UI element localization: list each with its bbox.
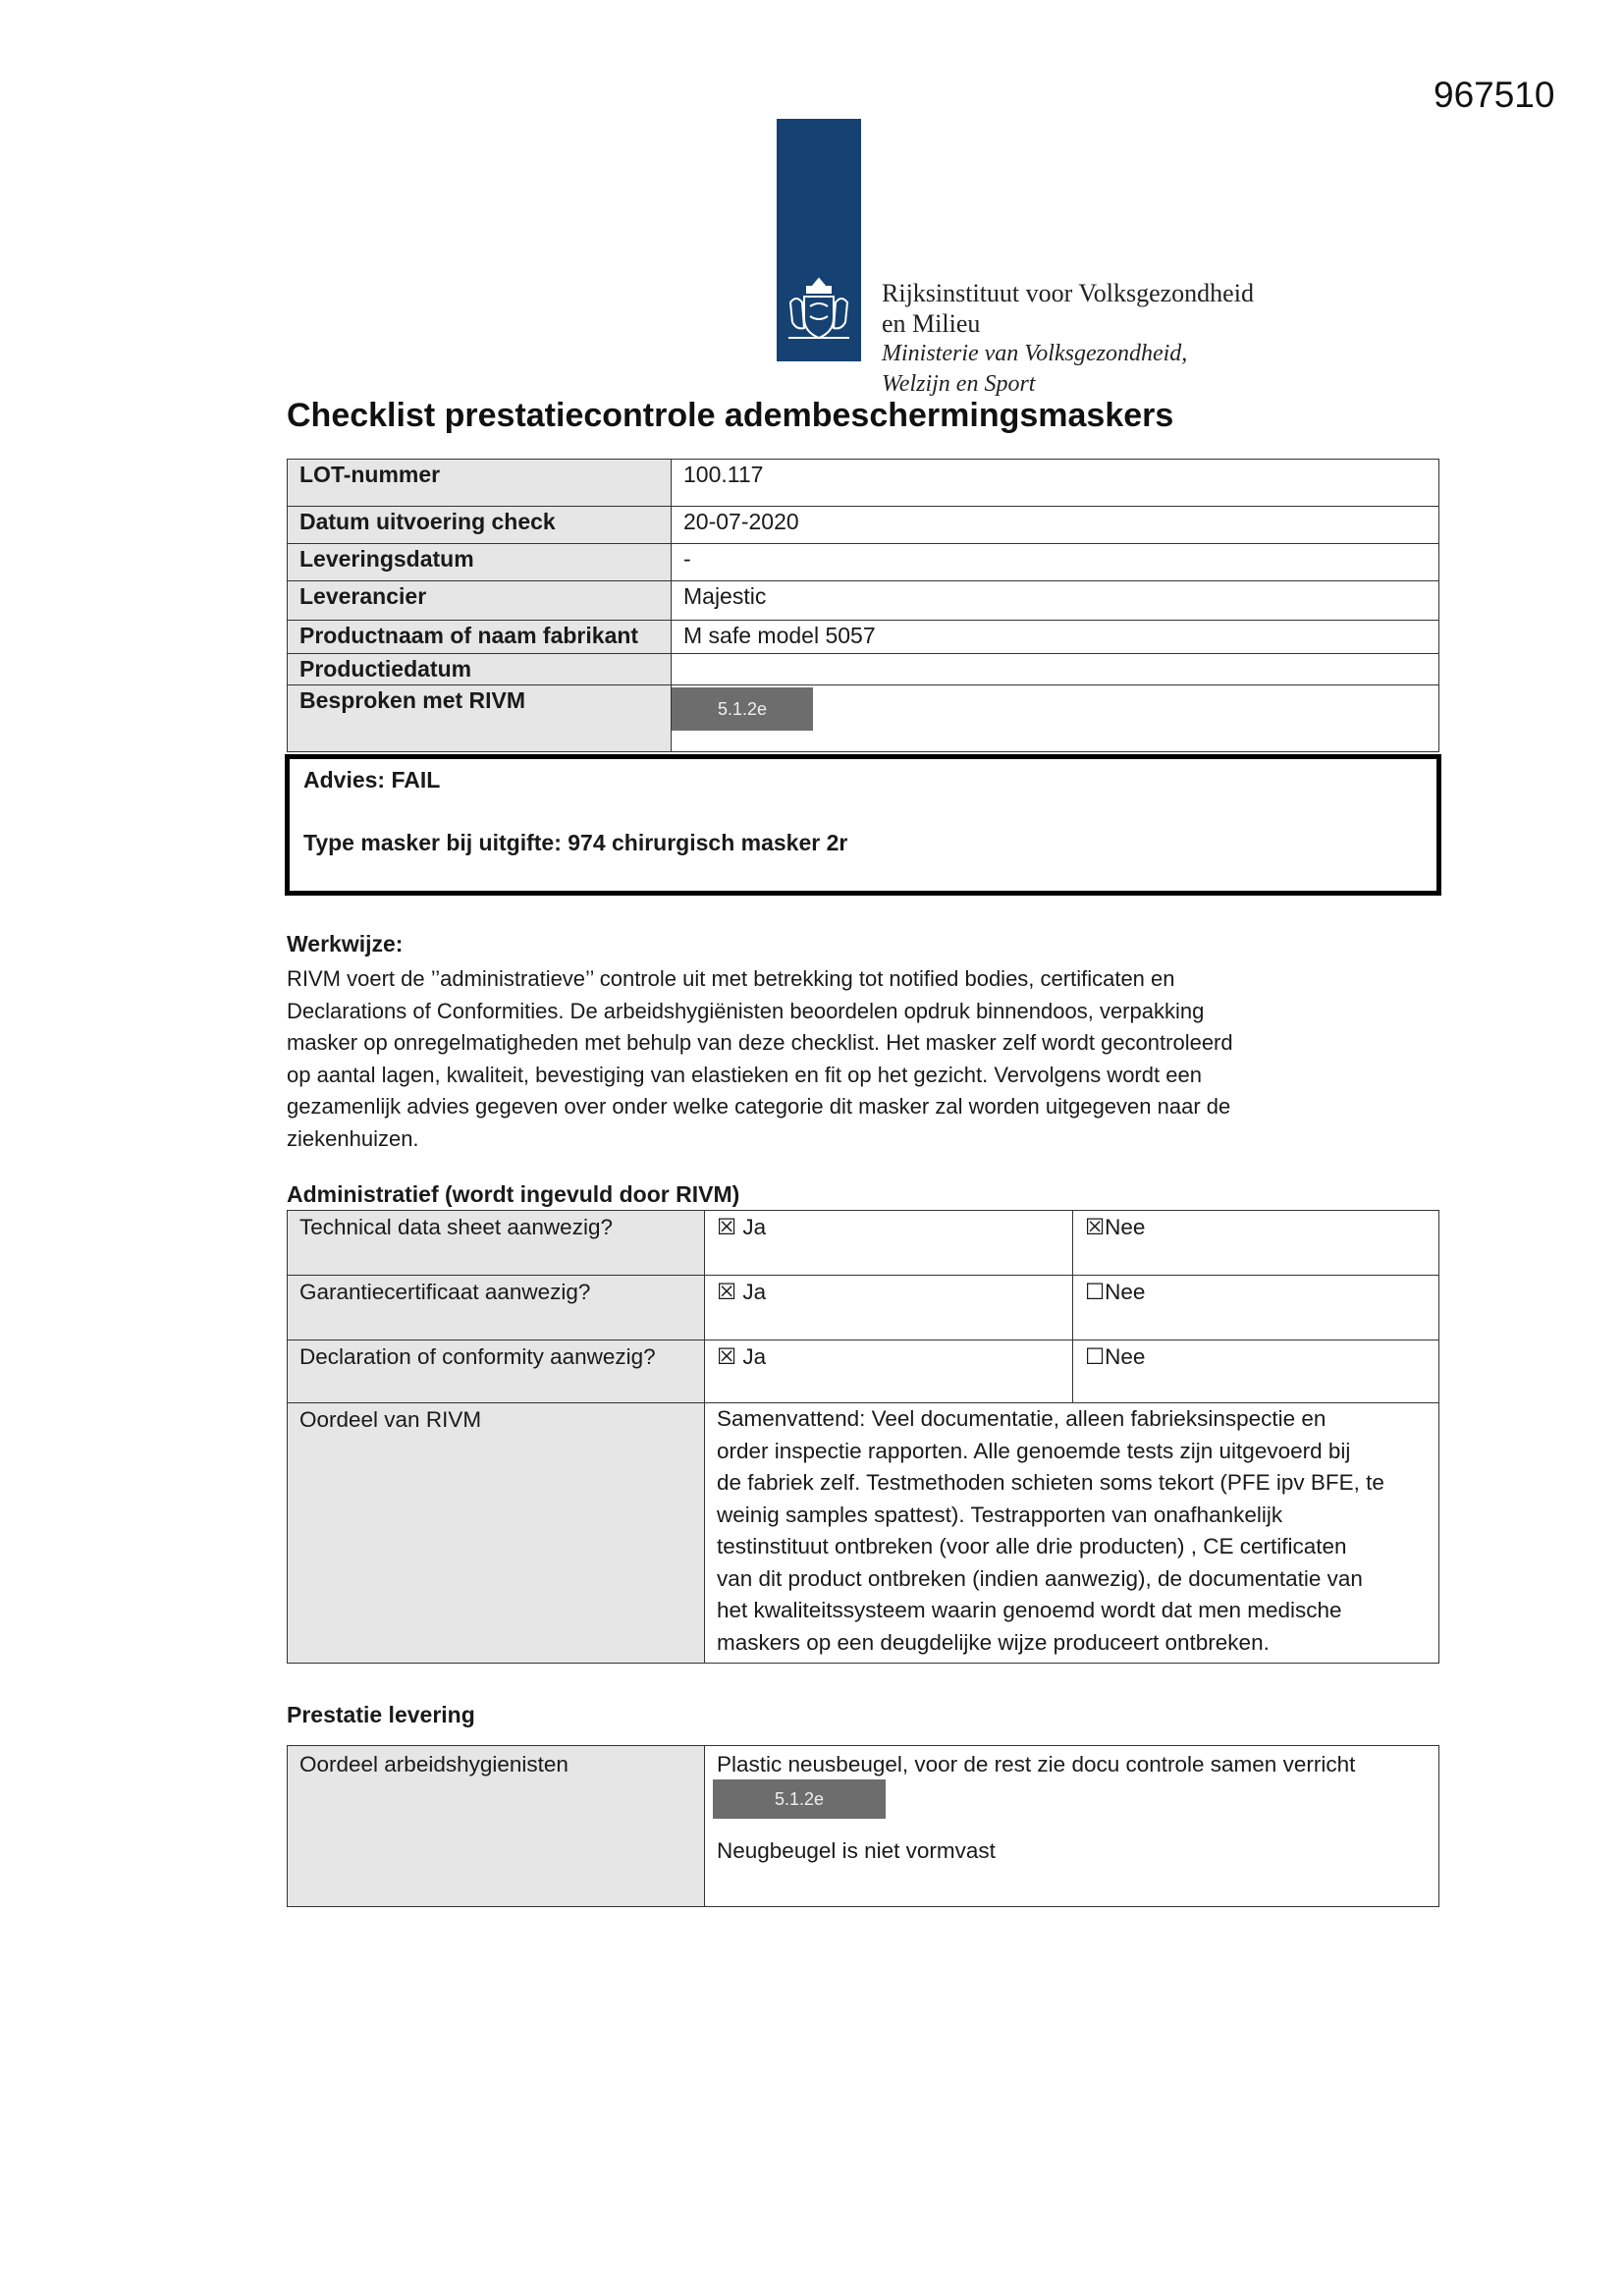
- info-label: Leveringsdatum: [288, 544, 672, 581]
- info-value: Majestic: [672, 581, 1439, 621]
- werkwijze-text: [287, 963, 1367, 1155]
- prestatie-heading: Prestatie levering: [287, 1702, 475, 1727]
- admin-row: [288, 1276, 1439, 1340]
- oordeel-line: Samenvattend: Veel documentatie, alleen fabrieksinspectie en: [717, 1406, 1326, 1431]
- ministry-line-1: Ministerie van Volksgezondheid,: [882, 341, 1188, 366]
- oordeel-line: testinstituut ontbreken (voor alle drie producten) , CE certificaten: [717, 1534, 1347, 1558]
- checkbox-nee[interactable]: ☒Nee: [1073, 1211, 1439, 1276]
- info-label: Productiedatum: [288, 654, 672, 685]
- info-label: Datum uitvoering check: [288, 507, 672, 544]
- werkwijze-line: RIVM voert de ’’administratieve’’ controle uit met betrekking tot notified bodies, certificaten en: [287, 966, 1175, 991]
- info-label: Productnaam of naam fabrikant: [288, 621, 672, 654]
- page-title: Checklist prestatiecontrole adembeschermingsmaskers: [287, 397, 1174, 434]
- crest-icon: [781, 273, 857, 350]
- info-value: -: [672, 544, 1439, 581]
- info-value: 100.117: [672, 460, 1439, 507]
- organisation-name: [882, 278, 1254, 400]
- info-row: [288, 685, 1439, 752]
- redaction-box: 5.1.2e: [672, 687, 813, 731]
- info-row: [288, 460, 1439, 507]
- prestatie-table: [287, 1745, 1439, 1907]
- redaction-box: 5.1.2e: [713, 1779, 886, 1819]
- werkwijze-heading: Werkwijze:: [287, 931, 404, 957]
- info-value: [672, 654, 1439, 685]
- administratief-heading: Administratief (wordt ingevuld door RIVM): [287, 1181, 740, 1207]
- info-label: Leverancier: [288, 581, 672, 621]
- checkbox-ja[interactable]: ☒ Ja: [705, 1276, 1073, 1340]
- oordeel-line: de fabriek zelf. Testmethoden schieten soms tekort (PFE ipv BFE, te: [717, 1470, 1384, 1495]
- info-value-cell: [672, 685, 1439, 752]
- oordeel-arbeidshygienisten-label: Oordeel arbeidshygienisten: [288, 1746, 705, 1907]
- werkwijze-line: masker op onregelmatigheden met behulp van deze checklist. Het masker zelf wordt gecontroleerd: [287, 1030, 1233, 1055]
- info-row: [288, 581, 1439, 621]
- advies-result: Advies: FAIL: [303, 767, 441, 793]
- oordeel-line: weinig samples spattest). Testrapporten van onafhankelijk: [717, 1502, 1283, 1527]
- werkwijze-line: ziekenhuizen.: [287, 1125, 419, 1151]
- admin-question: Garantiecertificaat aanwezig?: [288, 1276, 705, 1340]
- info-value: 20-07-2020: [672, 507, 1439, 544]
- admin-question: Technical data sheet aanwezig?: [288, 1211, 705, 1276]
- info-row: [288, 654, 1439, 685]
- checkbox-ja[interactable]: ☒ Ja: [705, 1340, 1073, 1403]
- oordeel-rivm-label: Oordeel van RIVM: [288, 1403, 705, 1664]
- prestatie-row: [288, 1746, 1439, 1907]
- product-info-table: [287, 459, 1439, 752]
- oordeel-line: maskers op een deugdelijke wijze produceert ontbreken.: [717, 1629, 1270, 1655]
- werkwijze-line: Declarations of Conformities. De arbeidshygiënisten beoordelen opdruk binnendoos, verpakking: [287, 998, 1205, 1023]
- checkbox-ja[interactable]: ☒ Ja: [705, 1211, 1073, 1276]
- info-row: [288, 621, 1439, 654]
- document-number: 967510: [1434, 75, 1555, 115]
- info-value: M safe model 5057: [672, 621, 1439, 654]
- admin-question: Declaration of conformity aanwezig?: [288, 1340, 705, 1403]
- advies-mask-type: Type masker bij uitgifte: 974 chirurgisch masker 2r: [303, 830, 848, 855]
- oordeel-line: het kwaliteitssysteem waarin genoemd wordt dat men medische: [717, 1598, 1342, 1622]
- werkwijze-line: gezamenlijk advies gegeven over onder welke categorie dit masker zal worden uitgegeven naar de: [287, 1094, 1231, 1119]
- org-line-1: Rijksinstituut voor Volksgezondheid: [882, 279, 1254, 307]
- ministry-line-2: Welzijn en Sport: [882, 371, 1036, 397]
- advies-box: [285, 754, 1441, 896]
- info-label: LOT-nummer: [288, 460, 672, 507]
- oordeel-line: van dit product ontbreken (indien aanwezig), de documentatie van: [717, 1565, 1363, 1591]
- werkwijze-line: op aantal lagen, kwaliteit, bevestiging van elastieken en fit op het gezicht. Vervolgens wordt een: [287, 1062, 1202, 1087]
- checkbox-nee[interactable]: ☐Nee: [1073, 1340, 1439, 1403]
- administratief-table: [287, 1210, 1439, 1664]
- admin-row: [288, 1211, 1439, 1276]
- info-row: [288, 544, 1439, 581]
- prestatie-line: Neugbeugel is niet vormvast: [717, 1838, 996, 1863]
- admin-row: [288, 1340, 1439, 1403]
- org-line-2: en Milieu: [882, 309, 981, 338]
- checkbox-nee[interactable]: ☐Nee: [1073, 1276, 1439, 1340]
- oordeel-arbeidshygienisten-text: [705, 1746, 1439, 1907]
- prestatie-line: Plastic neusbeugel, voor de rest zie docu controle samen verricht: [717, 1752, 1356, 1777]
- info-row: [288, 507, 1439, 544]
- oordeel-rivm-text: [705, 1403, 1439, 1664]
- admin-row: [288, 1403, 1439, 1664]
- info-label: Besproken met RIVM: [288, 685, 672, 752]
- oordeel-line: order inspectie rapporten. Alle genoemde tests zijn uitgevoerd bij: [717, 1438, 1351, 1463]
